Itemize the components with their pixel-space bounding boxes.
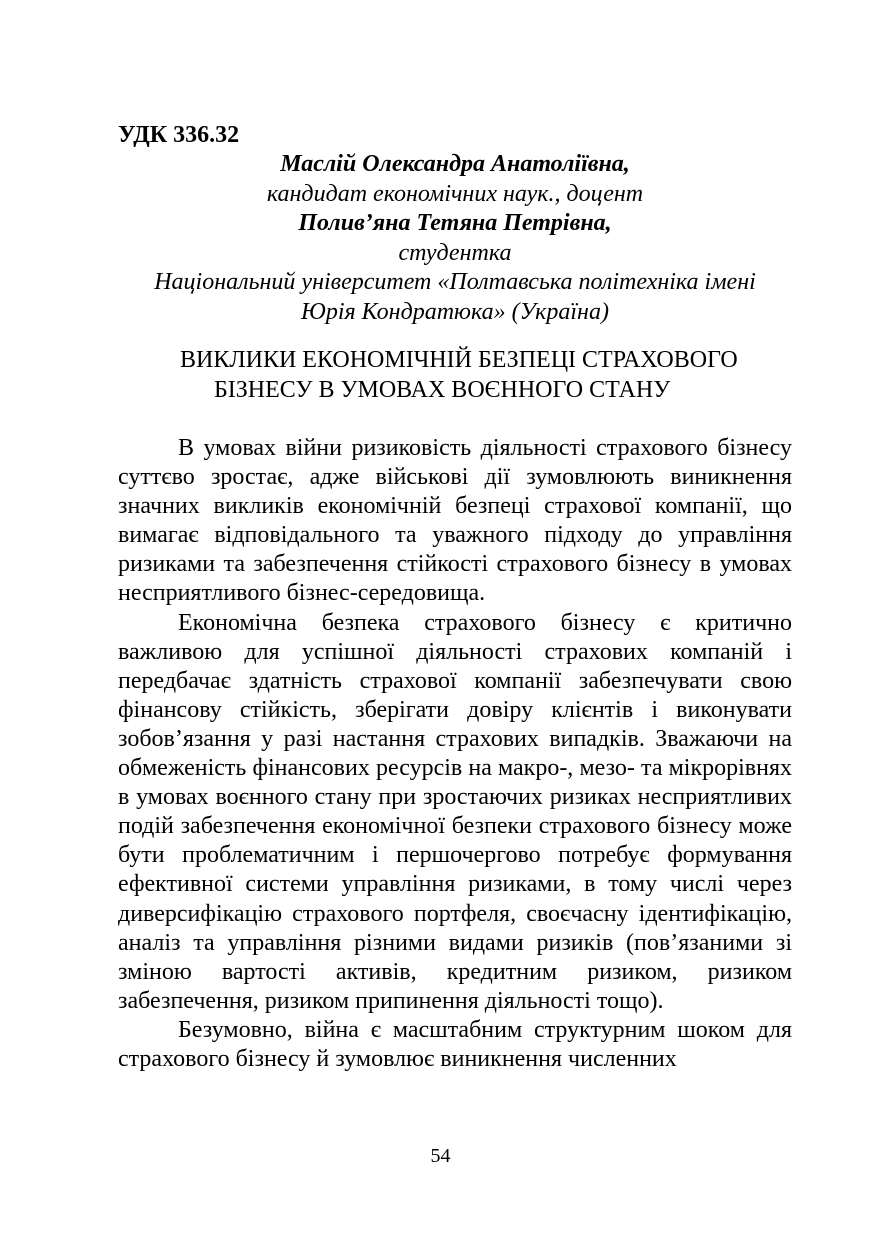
title-line-2: БІЗНЕСУ В УМОВАХ ВОЄННОГО СТАНУ bbox=[214, 377, 671, 403]
author1-name: Маслій Олександра Анатоліївна, bbox=[280, 151, 630, 177]
author1-title: кандидат економічних наук., доцент bbox=[266, 180, 644, 207]
paragraph-1: В умовах війни ризиковість діяльності страхового бізнесу суттєво зростає, адже військові дії зумовлюють виникнення значних викликів економічній безпеці страхової компанії, що вимагає відповідального та уважного підходу до управління ризиками та забезпечення стійкості страхового бізнесу в умовах несприятливого бізнес-середовища. bbox=[118, 435, 792, 607]
affiliation-line-1: Національний університет «Полтавська політехніка імені bbox=[154, 269, 756, 295]
paragraph-3: Безумовно, війна є масштабним структурним шоком для страхового бізнесу й зумовлює виникнення численних bbox=[118, 1016, 792, 1072]
author-block bbox=[118, 150, 792, 327]
paragraph-2: Економічна безпека страхового бізнесу є критично важливою для успішної діяльності страхових компаній і передбачає здатність страхової компанії забезпечувати свою фінансову стійкість, зберігати довіру клієнтів і виконувати зобов’язання у разі настання страхових випадків. Зважаючи на обмеженість фінансових ресурсів на макро-, мезо- та мікрорівнях в умовах воєнного стану при зростаючих ризиках несприятливих подій забезпечення економічної безпеки страхового бізнесу може бути проблематичним і першочергово потребує формування ефективної системи управління ризиками, в тому числі через диверсифікацію страхового портфеля, своєчасну ідентифікацію, аналіз та управління різними видами ризиків (пов’язаними зі зміною вартості активів, кредитним ризиком, ризиком забезпечення, ризиком припинення діяльності тощо). bbox=[118, 609, 792, 1014]
article-body bbox=[118, 434, 792, 1074]
udk-code: УДК 336.32 bbox=[118, 122, 240, 148]
page-number: 54 bbox=[430, 1145, 451, 1167]
author2-name: Полив’яна Тетяна Петрівна, bbox=[298, 210, 612, 236]
article-title bbox=[118, 345, 792, 405]
affiliation-line-2: Юрія Кондратюка» (Україна) bbox=[301, 298, 609, 325]
author2-title: студентка bbox=[398, 239, 512, 266]
title-line-1: ВИКЛИКИ ЕКОНОМІЧНІЙ БЕЗПЕЦІ СТРАХОВОГО bbox=[180, 347, 738, 373]
